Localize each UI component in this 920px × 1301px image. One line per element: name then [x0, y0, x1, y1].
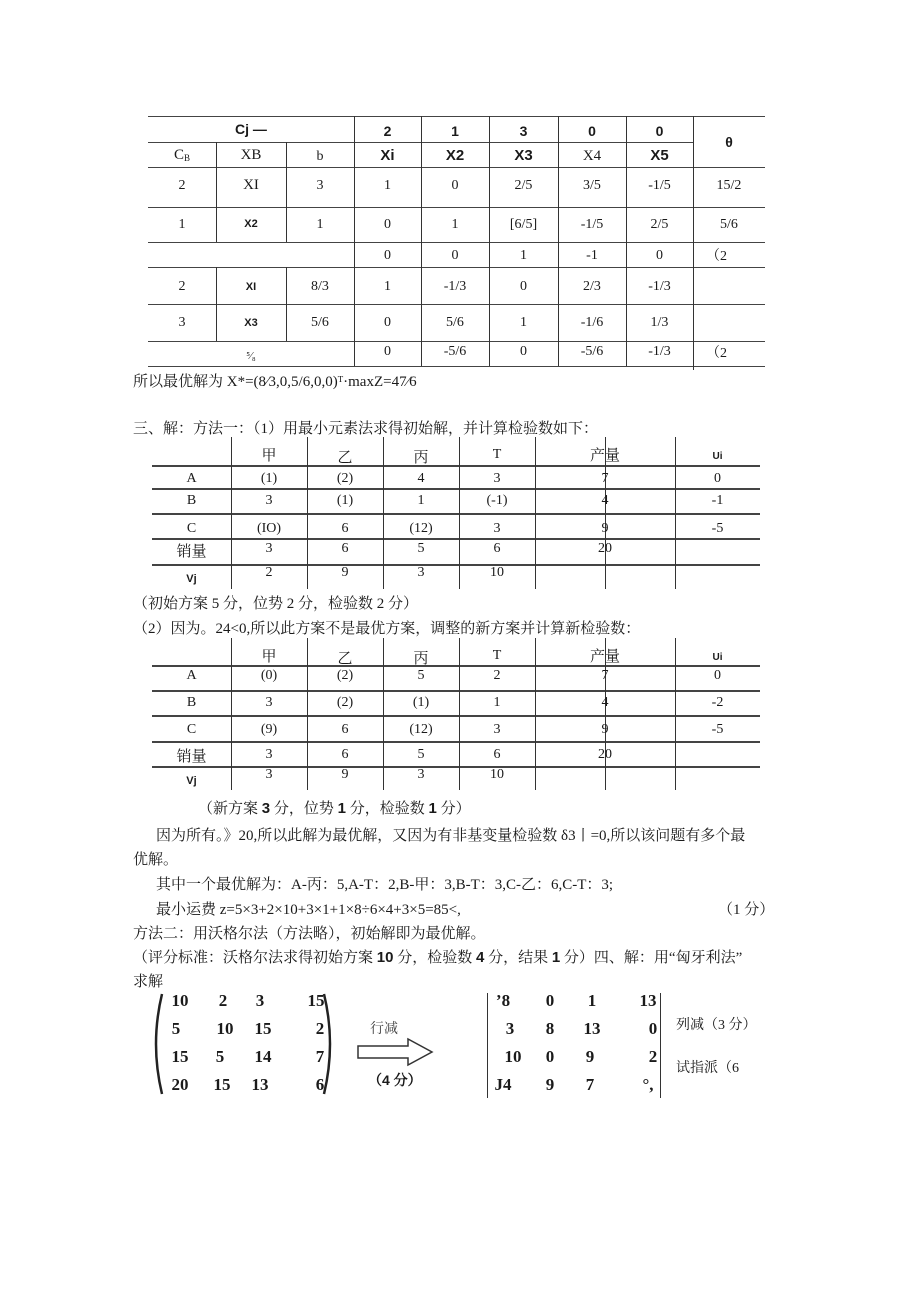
table-cell: 6 — [341, 521, 349, 536]
table-cell: 1 — [493, 695, 501, 710]
b-header: b — [316, 149, 324, 164]
column-header: 甲 — [261, 649, 277, 665]
matrix-cell: 10 — [216, 1019, 234, 1038]
demand-cell: 3 — [265, 541, 273, 556]
vj-cell: 10 — [490, 767, 504, 782]
matrix-cell: 7 — [315, 1047, 325, 1066]
check-number-cell: -1 — [586, 248, 598, 263]
cb-cell: 3 — [178, 315, 186, 330]
matrix-cell: 0 — [545, 1047, 555, 1066]
table-rule — [148, 242, 765, 243]
matrix-cell: 10 — [504, 1047, 522, 1066]
matrix-cell: 13 — [639, 991, 657, 1010]
matrix-cell: °, — [642, 1075, 654, 1094]
demand-cell: 6 — [493, 541, 501, 556]
matrix-cell: 2 — [648, 1047, 658, 1066]
check-number-cell: 0 — [384, 248, 391, 263]
check-number-cell: 0 — [451, 248, 459, 263]
ui-cell: -2 — [711, 695, 724, 710]
coef-cell: 1 — [384, 279, 391, 294]
table-rule — [148, 304, 765, 305]
column-header: T — [492, 648, 502, 663]
total-cell: 20 — [598, 541, 612, 556]
matrix-cell: 2 — [315, 1019, 325, 1038]
theta-cell: （2 — [706, 249, 727, 264]
row-reduce-score: （4 分） — [368, 1072, 422, 1088]
method-two-line: 方法二：用沃格尔法（方法略），初始解即为最优解。 — [133, 926, 486, 942]
row-label: Vj — [186, 573, 197, 585]
table-cell: 4 — [417, 471, 425, 486]
supply-cell: 4 — [601, 695, 609, 710]
column-header: 乙 — [337, 450, 353, 466]
vj-cell: 2 — [265, 565, 273, 580]
row-label: Vj — [186, 775, 197, 787]
matrix-cell: 9 — [545, 1075, 555, 1094]
xb-cell: X3 — [244, 317, 258, 329]
coef-cell: 1/3 — [650, 315, 669, 330]
matrix-cell: 15 — [213, 1075, 231, 1094]
pivot-cell: [6/5] — [509, 217, 538, 232]
coef-cell: -1/5 — [580, 217, 604, 232]
theta-cell: 15/2 — [716, 178, 742, 193]
check-number-cell: -5/6 — [443, 344, 467, 359]
supply-cell: 4 — [601, 493, 609, 508]
coef-cell: 0 — [384, 315, 391, 330]
vj-cell: 10 — [490, 565, 504, 580]
row-label: C — [186, 521, 197, 536]
ui-cell: -5 — [711, 521, 724, 536]
row-label: B — [186, 493, 197, 508]
row-label: 销量 — [176, 749, 207, 765]
matrix-cell: 3 — [255, 991, 265, 1010]
var-header: X5 — [650, 147, 669, 164]
row-label: C — [186, 722, 197, 737]
table-cell: (2) — [336, 471, 354, 486]
cb-cell: 2 — [178, 178, 186, 193]
coef-cell: 2/5 — [514, 178, 533, 193]
coef-cell: 3/5 — [583, 178, 601, 193]
coef-cell: -1/3 — [443, 279, 467, 294]
coef-cell: 5/6 — [446, 315, 464, 330]
optimality-paragraph-cont: 优解。 — [133, 852, 179, 868]
table-cell: (12) — [409, 521, 433, 536]
b-cell: 8/3 — [311, 279, 329, 294]
table-rule — [148, 167, 765, 168]
cj-value: 3 — [519, 123, 528, 139]
b-cell: 3 — [316, 178, 324, 193]
vj-cell: 3 — [417, 767, 425, 782]
column-reduce-note: 列减（3 分） — [676, 1018, 757, 1033]
check-number-cell: 0 — [520, 344, 527, 359]
vj-cell: 3 — [265, 767, 273, 782]
coef-cell: 2/3 — [583, 279, 601, 294]
column-header: T — [492, 447, 502, 462]
coef-cell: -1/5 — [648, 178, 671, 193]
cj-value: 2 — [383, 123, 392, 139]
row-label: A — [186, 471, 197, 486]
demand-cell: 6 — [493, 747, 501, 762]
table-rule — [148, 207, 765, 208]
cb-header: $C_B$ — [173, 147, 191, 163]
matrix-cell: 3 — [505, 1019, 515, 1038]
table-cell: 5 — [417, 668, 425, 683]
matrix-cell: 1 — [587, 991, 597, 1010]
check-number-cell: -5/6 — [580, 344, 604, 359]
supply-cell: 7 — [601, 471, 609, 486]
ui-cell: 0 — [714, 668, 721, 683]
table-cell: 3 — [493, 521, 501, 536]
matrix-cell: 15 — [171, 1047, 189, 1066]
column-header: 丙 — [413, 651, 429, 667]
xb-cell: X2 — [244, 218, 258, 230]
table-cell: (IO) — [256, 521, 282, 536]
table-rule — [148, 116, 765, 117]
xb-header: XB — [240, 147, 262, 163]
table-cell: 6 — [341, 722, 349, 737]
coef-cell: -1/3 — [648, 279, 671, 294]
matrix-cell: 15 — [307, 991, 325, 1010]
coef-cell: 0 — [520, 279, 527, 294]
b-cell: 5/6 — [311, 315, 329, 330]
matrix-cell: J4 — [494, 1075, 512, 1094]
matrix-cell: 14 — [254, 1047, 272, 1066]
table-cell: 1 — [417, 493, 425, 508]
coef-cell: 1 — [520, 315, 527, 330]
table-cell: 3 — [493, 471, 501, 486]
row-label: A — [186, 668, 197, 683]
right-arrow-icon — [356, 1037, 436, 1067]
column-header: 乙 — [337, 651, 353, 667]
row-label: 销量 — [176, 544, 207, 560]
coef-cell: -1/6 — [580, 315, 604, 330]
var-header: X2 — [445, 147, 465, 164]
minimum-cost-line: 最小运费 z=5×3+2×10+3×1+1×8÷6×4+3×5=85<, — [156, 902, 461, 918]
column-header: 甲 — [261, 448, 277, 464]
column-header: 丙 — [413, 450, 429, 466]
coef-cell: 1 — [384, 178, 391, 193]
demand-cell: 5 — [417, 747, 425, 762]
matrix-cell: ’8 — [495, 991, 511, 1010]
table-rule — [148, 341, 765, 342]
table-cell: (1) — [412, 695, 430, 710]
coef-cell: 1 — [451, 217, 459, 232]
vj-cell: 3 — [417, 565, 425, 580]
table-cell: 3 — [493, 722, 501, 737]
coef-cell: 0 — [451, 178, 459, 193]
demand-cell: 6 — [341, 541, 349, 556]
row-reduce-label: 行减 — [370, 1022, 398, 1037]
vj-cell: 9 — [341, 565, 349, 580]
theta-header: θ — [725, 134, 733, 150]
check-number-cell: 0 — [384, 344, 391, 359]
cj-value: 1 — [451, 123, 459, 139]
theta-cell: （2 — [706, 346, 727, 361]
cj-value: 0 — [655, 123, 664, 139]
vj-cell: 9 — [341, 767, 349, 782]
matrix-cell: 7 — [585, 1075, 595, 1094]
matrix-cell: 20 — [171, 1075, 189, 1094]
matrix-cell: 10 — [171, 991, 189, 1010]
ui-cell: -1 — [711, 493, 724, 508]
check-row-label: ⁵⁄₈ — [246, 350, 256, 362]
table-cell: 3 — [265, 493, 273, 508]
column-header: 产量 — [589, 448, 620, 464]
cj-label: Cj — — [235, 121, 267, 137]
matrix-cell: 0 — [648, 1019, 658, 1038]
scoring-criteria-line: （评分标准：沃格尔法求得初始方案 10 分，检验数 4 分，结果 1 分）四、解：用“匈牙利法” — [133, 949, 743, 966]
table-cell: (9) — [260, 722, 278, 737]
demand-cell: 5 — [417, 541, 425, 556]
column-header: Ui — [712, 451, 723, 462]
matrix-cell: 6 — [315, 1075, 325, 1094]
check-number-cell: -1/3 — [648, 344, 671, 359]
xb-cell: XI — [245, 281, 257, 293]
demand-cell: 3 — [265, 747, 273, 762]
matrix-cell: 2 — [218, 991, 228, 1010]
column-header: 产量 — [589, 649, 620, 665]
check-number-cell: 1 — [520, 248, 527, 263]
solve-label: 求解 — [133, 974, 164, 990]
matrix-cell: 5 — [171, 1019, 181, 1038]
table-cell: (-1) — [486, 493, 508, 508]
section-3-intro: 三、解：方法一：（1）用最小元素法求得初始解，并计算检验数如下： — [133, 421, 599, 437]
matrix-cell: 0 — [545, 991, 555, 1010]
table-rule — [148, 366, 765, 367]
optimal-assignment-line: 其中一个最优解为：A-丙：5,A-T：2,B-甲：3,B-T：3,C-乙：6,C-T：3; — [156, 877, 614, 893]
cb-cell: 2 — [178, 279, 186, 294]
table-cell: (2) — [336, 668, 354, 683]
column-header: Ui — [712, 652, 723, 663]
supply-cell: 9 — [601, 521, 609, 536]
coef-cell: 2/5 — [650, 217, 669, 232]
var-header: X4 — [582, 148, 602, 164]
optimality-paragraph: 因为所有。》20,所以此解为最优解，又因为有非基变量检验数 δ3丨=0,所以该问题有多个最 — [156, 828, 746, 844]
check-number-cell: 0 — [656, 248, 663, 263]
table-cell: (2) — [336, 695, 354, 710]
theta-cell: 5/6 — [720, 217, 738, 232]
score-note-adjusted: （新方案 3 分，位势 1 分，检验数 1 分） — [198, 800, 471, 817]
cj-value: 0 — [588, 123, 596, 139]
table-cell: (0) — [260, 668, 278, 683]
matrix-cell: 15 — [254, 1019, 272, 1038]
supply-cell: 7 — [601, 668, 609, 683]
xb-cell: XI — [243, 177, 259, 193]
minimum-cost-score: （1 分） — [718, 902, 775, 918]
optimal-solution-line: 所以最优解为 X*=(8⁄3,0,5/6,0,0)ᵀ·maxZ=47⁄6 — [133, 374, 417, 390]
matrix-cell: 13 — [251, 1075, 269, 1094]
table-cell: (1) — [336, 493, 354, 508]
matrix-cell: 8 — [545, 1019, 555, 1038]
matrix-cell: 13 — [583, 1019, 601, 1038]
b-cell: 1 — [316, 217, 324, 232]
matrix-cell: 5 — [215, 1047, 225, 1066]
var-header: Xi — [380, 147, 395, 164]
table-cell: (12) — [409, 722, 433, 737]
row-label: B — [186, 695, 197, 710]
supply-cell: 9 — [601, 722, 609, 737]
var-header: X3 — [514, 147, 533, 164]
matrix-cell: 9 — [585, 1047, 595, 1066]
ui-cell: 0 — [714, 471, 721, 486]
demand-cell: 6 — [341, 747, 349, 762]
table-cell: 3 — [265, 695, 273, 710]
table-cell: 2 — [493, 668, 501, 683]
table-rule — [148, 267, 765, 268]
score-note-initial: （初始方案 5 分，位势 2 分，检验数 2 分） — [133, 596, 419, 612]
total-cell: 20 — [598, 747, 612, 762]
ui-cell: -5 — [711, 722, 724, 737]
coef-cell: 0 — [384, 217, 391, 232]
trial-assignment-note: 试指派（6 — [676, 1061, 739, 1076]
table-cell: (1) — [260, 471, 278, 486]
cb-cell: 1 — [178, 217, 186, 232]
step-2-intro: （2）因为。24<0,所以此方案不是最优方案，调整的新方案并计算新检验数： — [133, 621, 641, 637]
